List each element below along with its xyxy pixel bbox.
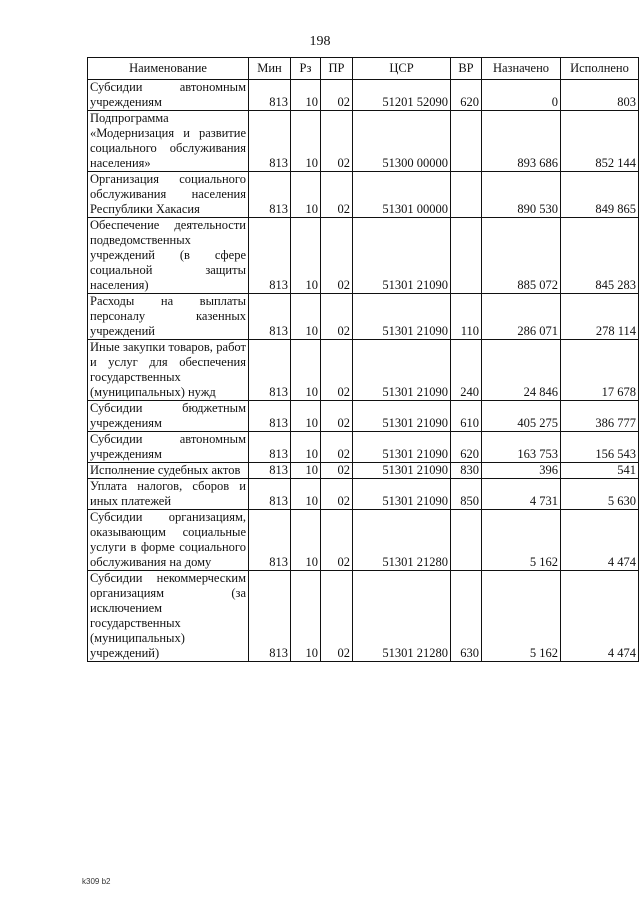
row-name: Субсидии некоммерческим организациям (за исключением государственных (муниципальных) учреждений) xyxy=(88,571,249,662)
row-pr: 02 xyxy=(321,432,353,463)
row-min: 813 xyxy=(249,463,291,479)
row-csr: 51301 21090 xyxy=(353,432,451,463)
column-header-vr: ВР xyxy=(451,58,482,80)
row-name: Подпрограмма «Модернизация и развитие социального обслуживания населения» xyxy=(88,111,249,172)
row-executed: 4 474 xyxy=(561,571,639,662)
row-rz: 10 xyxy=(291,510,321,571)
row-name: Исполнение судебных актов xyxy=(88,463,249,479)
column-header-rz: Рз xyxy=(291,58,321,80)
row-vr xyxy=(451,172,482,218)
row-rz: 10 xyxy=(291,479,321,510)
row-name: Субсидии бюджетным учреждениям xyxy=(88,401,249,432)
row-pr: 02 xyxy=(321,340,353,401)
row-vr xyxy=(451,111,482,172)
row-executed: 278 114 xyxy=(561,294,639,340)
row-csr: 51300 00000 xyxy=(353,111,451,172)
row-min: 813 xyxy=(249,401,291,432)
row-executed: 803 xyxy=(561,80,639,111)
row-assigned: 24 846 xyxy=(482,340,561,401)
row-pr: 02 xyxy=(321,463,353,479)
row-vr xyxy=(451,510,482,571)
table-row xyxy=(88,111,639,172)
row-assigned: 286 071 xyxy=(482,294,561,340)
row-min: 813 xyxy=(249,432,291,463)
row-vr: 240 xyxy=(451,340,482,401)
row-csr: 51201 52090 xyxy=(353,80,451,111)
budget-table xyxy=(87,57,639,662)
row-min: 813 xyxy=(249,294,291,340)
row-name: Субсидии автономным учреждениям xyxy=(88,80,249,111)
column-header-name: Наименование xyxy=(88,58,249,80)
row-pr: 02 xyxy=(321,172,353,218)
table-row xyxy=(88,401,639,432)
row-csr: 51301 21090 xyxy=(353,294,451,340)
column-header-min: Мин xyxy=(249,58,291,80)
row-csr: 51301 21090 xyxy=(353,401,451,432)
row-rz: 10 xyxy=(291,111,321,172)
row-assigned: 163 753 xyxy=(482,432,561,463)
row-vr: 620 xyxy=(451,80,482,111)
row-min: 813 xyxy=(249,172,291,218)
row-assigned: 4 731 xyxy=(482,479,561,510)
row-vr: 110 xyxy=(451,294,482,340)
row-vr: 610 xyxy=(451,401,482,432)
row-min: 813 xyxy=(249,571,291,662)
row-executed: 852 144 xyxy=(561,111,639,172)
row-executed: 156 543 xyxy=(561,432,639,463)
row-assigned: 5 162 xyxy=(482,510,561,571)
row-vr: 850 xyxy=(451,479,482,510)
table-row xyxy=(88,218,639,294)
row-csr: 51301 00000 xyxy=(353,172,451,218)
table-row xyxy=(88,510,639,571)
row-min: 813 xyxy=(249,510,291,571)
row-vr: 630 xyxy=(451,571,482,662)
row-csr: 51301 21090 xyxy=(353,218,451,294)
row-assigned: 890 530 xyxy=(482,172,561,218)
row-assigned: 5 162 xyxy=(482,571,561,662)
footer-code: k309 b2 xyxy=(82,877,111,886)
row-name: Субсидии организациям, оказывающим социальные услуги в форме социального обслуживания на дому xyxy=(88,510,249,571)
row-name: Обеспечение деятельности подведомственных учреждений (в сфере социальной защиты населения) xyxy=(88,218,249,294)
table-row xyxy=(88,172,639,218)
column-header-assigned: Назначено xyxy=(482,58,561,80)
row-csr: 51301 21090 xyxy=(353,463,451,479)
row-min: 813 xyxy=(249,218,291,294)
row-csr: 51301 21280 xyxy=(353,510,451,571)
row-rz: 10 xyxy=(291,80,321,111)
row-csr: 51301 21280 xyxy=(353,571,451,662)
row-rz: 10 xyxy=(291,571,321,662)
page-number: 198 xyxy=(309,34,331,49)
row-assigned: 396 xyxy=(482,463,561,479)
table-row xyxy=(88,571,639,662)
row-pr: 02 xyxy=(321,294,353,340)
row-rz: 10 xyxy=(291,172,321,218)
row-executed: 541 xyxy=(561,463,639,479)
row-executed: 4 474 xyxy=(561,510,639,571)
row-vr xyxy=(451,218,482,294)
row-min: 813 xyxy=(249,111,291,172)
column-header-csr: ЦСР xyxy=(353,58,451,80)
row-executed: 845 283 xyxy=(561,218,639,294)
row-rz: 10 xyxy=(291,294,321,340)
row-pr: 02 xyxy=(321,510,353,571)
row-executed: 386 777 xyxy=(561,401,639,432)
row-assigned: 405 275 xyxy=(482,401,561,432)
row-pr: 02 xyxy=(321,111,353,172)
table-header-row xyxy=(88,58,639,80)
row-assigned: 893 686 xyxy=(482,111,561,172)
row-pr: 02 xyxy=(321,479,353,510)
row-name: Уплата налогов, сборов и иных платежей xyxy=(88,479,249,510)
row-assigned: 0 xyxy=(482,80,561,111)
row-pr: 02 xyxy=(321,218,353,294)
table-row xyxy=(88,340,639,401)
row-vr: 830 xyxy=(451,463,482,479)
row-min: 813 xyxy=(249,479,291,510)
row-pr: 02 xyxy=(321,80,353,111)
row-pr: 02 xyxy=(321,401,353,432)
column-header-pr: ПР xyxy=(321,58,353,80)
row-rz: 10 xyxy=(291,340,321,401)
row-name: Субсидии автономным учреждениям xyxy=(88,432,249,463)
row-min: 813 xyxy=(249,340,291,401)
row-csr: 51301 21090 xyxy=(353,340,451,401)
row-rz: 10 xyxy=(291,463,321,479)
table-row xyxy=(88,463,639,479)
row-rz: 10 xyxy=(291,401,321,432)
row-name: Организация социального обслуживания населения Республики Хакасия xyxy=(88,172,249,218)
row-pr: 02 xyxy=(321,571,353,662)
row-rz: 10 xyxy=(291,218,321,294)
row-csr: 51301 21090 xyxy=(353,479,451,510)
row-name: Расходы на выплаты персоналу казенных учреждений xyxy=(88,294,249,340)
row-executed: 849 865 xyxy=(561,172,639,218)
row-executed: 17 678 xyxy=(561,340,639,401)
row-min: 813 xyxy=(249,80,291,111)
table-row xyxy=(88,294,639,340)
row-name: Иные закупки товаров, работ и услуг для обеспечения государственных (муниципальных) нужд xyxy=(88,340,249,401)
table-row xyxy=(88,432,639,463)
row-assigned: 885 072 xyxy=(482,218,561,294)
row-rz: 10 xyxy=(291,432,321,463)
table-row xyxy=(88,479,639,510)
table-row xyxy=(88,80,639,111)
column-header-executed: Исполнено xyxy=(561,58,639,80)
row-vr: 620 xyxy=(451,432,482,463)
row-executed: 5 630 xyxy=(561,479,639,510)
